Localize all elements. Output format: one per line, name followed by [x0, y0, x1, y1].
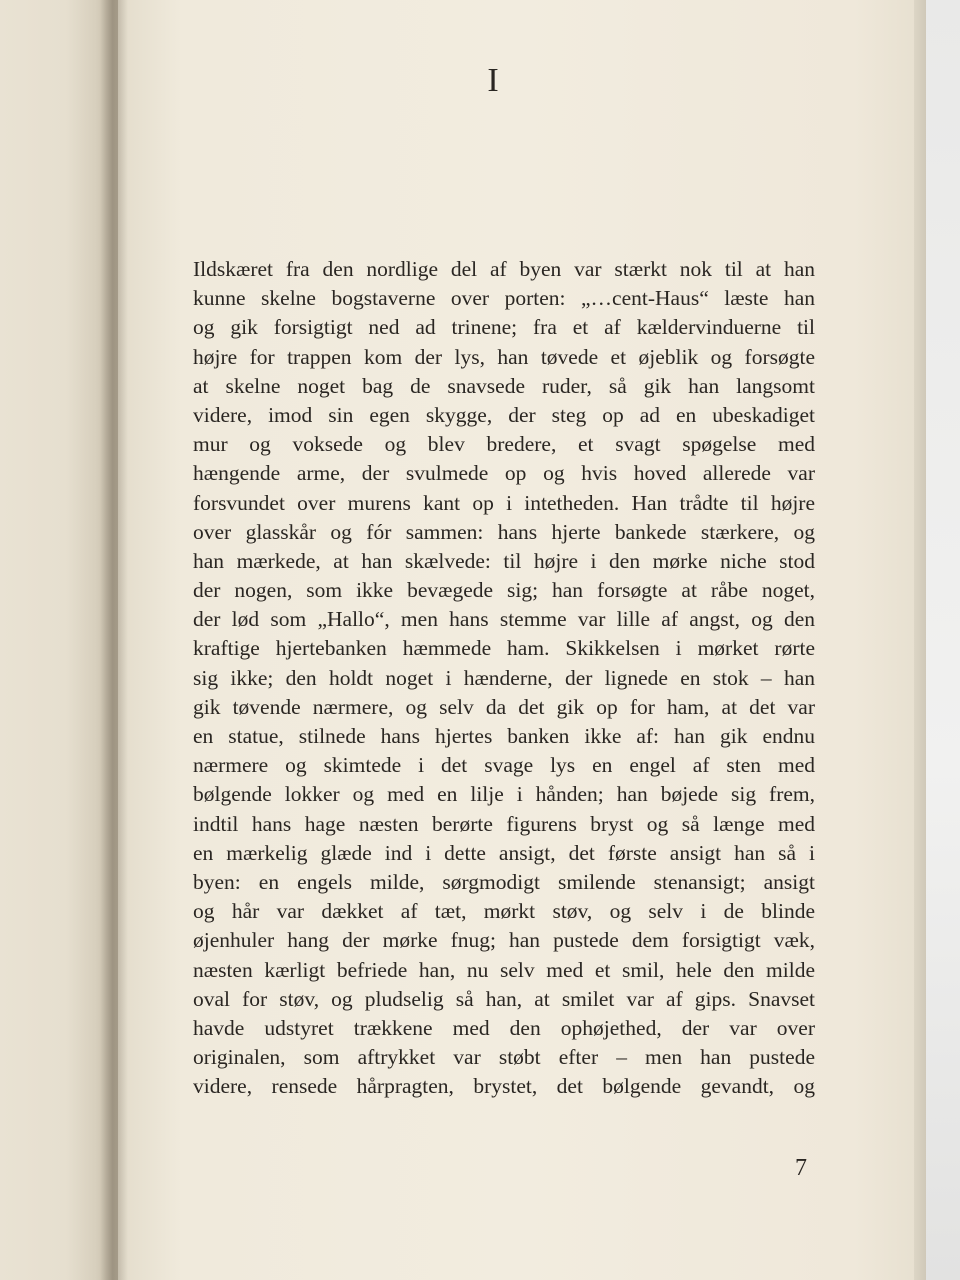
text-line: sig ikke; den holdt noget i hænderne, der lignede en stok – han — [193, 665, 815, 690]
text-line: at skelne noget bag de snavsede ruder, så gik han langsomt — [193, 373, 815, 398]
text-line: over glasskår og fór sammen: hans hjerte bankede stærkere, og — [193, 519, 815, 544]
text-line: gik tøvende nærmere, og selv da det gik op for ham, at det var — [193, 694, 815, 719]
text-line: nærmere og skimtede i det svage lys en engel af sten med — [193, 753, 815, 778]
text-line: der lød som „Hallo“, men hans stemme var lille af angst, og den — [193, 607, 815, 632]
background-surface — [926, 0, 960, 1280]
text-line: højre for trappen kom der lys, han tøvede et øjeblik og forsøgte — [193, 344, 815, 369]
text-line: oval for støv, og pludselig så han, at smilet var af gips. Snavset — [193, 986, 815, 1011]
text-line: kunne skelne bogstaverne over porten: „…cent-Haus“ læste han — [193, 286, 815, 311]
text-line: videre, rensede hårpragten, brystet, det bølgende gevandt, og — [193, 1074, 815, 1099]
body-text — [193, 255, 815, 1101]
text-line: bølgende lokker og med en lilje i hånden; han bøjede sig frem, — [193, 782, 815, 807]
text-line: næsten kærligt befriede han, nu selv med et smil, hele den milde — [193, 957, 815, 982]
text-line: kraftige hjertebanken hæmmede ham. Skikkelsen i mørket rørte — [193, 636, 815, 661]
text-line: byen: en engels milde, sørgmodigt smilende stenansigt; ansigt — [193, 869, 815, 894]
text-line: videre, imod sin egen skygge, der steg op ad en ubeskadiget — [193, 402, 815, 427]
text-line: forsvundet over murens kant op i intetheden. Han trådte til højre — [193, 490, 815, 515]
text-line: hængende arme, der svulmede op og hvis hoved allerede var — [193, 461, 815, 486]
text-line: en statue, stilnede hans hjertes banken ikke af: han gik endnu — [193, 724, 815, 748]
chapter-number: I — [487, 62, 499, 99]
text-line: og hår var dækket af tæt, mørkt støv, og selv i de blinde — [193, 899, 815, 924]
text-line: indtil hans hage næsten berørte figurens bryst og så længe med — [193, 811, 815, 836]
text-line: Ildskæret fra den nordlige del af byen var stærkt nok til at han — [193, 257, 815, 281]
page-edge — [914, 0, 926, 1280]
text-line: der nogen, som ikke bevægede sig; han forsøgte at råbe noget, — [193, 578, 815, 603]
text-line: og gik forsigtigt ned ad trinene; fra et af kældervinduerne til — [193, 315, 815, 340]
page-number: 7 — [795, 1155, 807, 1181]
text-line: originalen, som aftrykket var støbt efter – men han pustede — [193, 1045, 815, 1070]
text-line: øjenhuler hang der mørke fnug; han pustede dem forsigtigt væk, — [193, 928, 815, 953]
text-line: en mærkelig glæde ind i dette ansigt, det første ansigt han så i — [193, 840, 815, 865]
text-line: mur og voksede og blev bredere, et svagt spøgelse med — [193, 432, 815, 457]
book-gutter — [100, 0, 128, 1280]
text-line: havde udstyret trækkene med den ophøjethed, der var over — [193, 1015, 815, 1040]
text-line: han mærkede, at han skælvede: til højre i den mørke niche stod — [193, 548, 815, 573]
